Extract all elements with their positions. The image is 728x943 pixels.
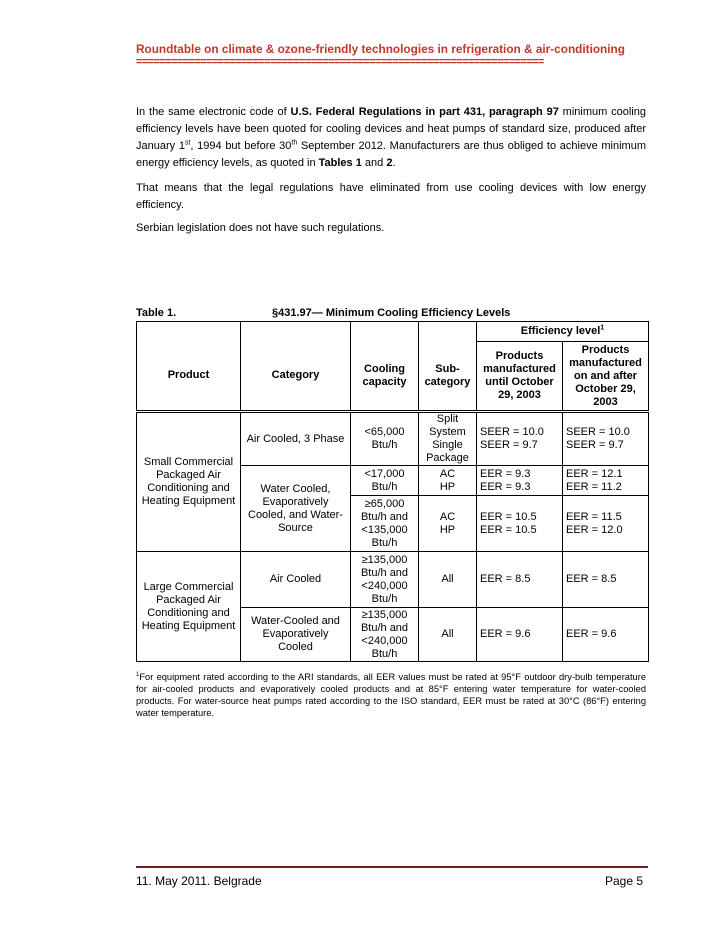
category-air-cooled: Air Cooled bbox=[241, 552, 351, 608]
product-large-commercial: Large Commercial Packaged Air Conditioning and Heating Equipment bbox=[137, 552, 241, 662]
subcategory-large-row1: All bbox=[419, 552, 477, 608]
until-small-row2: EER = 9.3 EER = 9.3 bbox=[477, 466, 563, 496]
after-large-row2: EER = 9.6 bbox=[563, 608, 649, 662]
until-small-row1: SEER = 10.0 SEER = 9.7 bbox=[477, 412, 563, 466]
footer-date: 11. May 2011. Belgrade bbox=[136, 874, 262, 888]
header-cooling-capacity: Cooling capacity bbox=[351, 342, 419, 412]
capacity-small-row2: <17,000 Btu/h bbox=[351, 466, 419, 496]
after-small-row3: EER = 11.5 EER = 12.0 bbox=[563, 496, 649, 552]
header-after: Products manufactured on and after October 29, 2003 bbox=[563, 342, 649, 412]
paragraph-serbian: Serbian legislation does not have such regulations. bbox=[136, 222, 385, 234]
paragraph-regulations: In the same electronic code of U.S. Federal Regulations in part 431, paragraph 97 minimum cooling efficiency levels have been quoted for cooling devices and heat pumps of standard size, produced after January 1st, 1994 but before 30th September 2012. Manufacturers are thus obliged to achieve minimum energy efficiency levels, as quoted in Tables 1 and 2. bbox=[136, 106, 647, 169]
footer-page-number: Page 5 bbox=[605, 874, 644, 888]
header-title: Roundtable on climate & ozone-friendly technologies in refrigeration & air-conditioning bbox=[136, 42, 625, 56]
paragraph-eliminated: That means that the legal regulations have eliminated from use cooling devices with low energy efficiency. bbox=[136, 182, 646, 211]
category-water-cooled: Water Cooled, Evaporatively Cooled, and Water-Source bbox=[241, 466, 351, 552]
efficiency-table bbox=[136, 321, 649, 662]
product-small-commercial: Small Commercial Packaged Air Conditioning and Heating Equipment bbox=[137, 412, 241, 552]
subcategory-small-row2: AC HP bbox=[419, 466, 477, 496]
header-until: Products manufactured until October 29, 2003 bbox=[477, 342, 563, 412]
subcategory-small-row1: Split System Single Package bbox=[419, 412, 477, 466]
after-small-row1: SEER = 10.0 SEER = 9.7 bbox=[563, 412, 649, 466]
until-small-row3: EER = 10.5 EER = 10.5 bbox=[477, 496, 563, 552]
capacity-small-row1: <65,000 Btu/h bbox=[351, 412, 419, 466]
header-category: Category bbox=[241, 342, 351, 412]
table-caption-number: Table 1. bbox=[136, 307, 177, 319]
capacity-large-row1: ≥135,000 Btu/h and <240,000 Btu/h bbox=[351, 552, 419, 608]
header-rule: ====================================================================== bbox=[136, 56, 544, 68]
table-footnote: $^1$For equipment rated according to the ARI standards, all EER values must be rated at 95°F outdoor dry-bulb temperature for air-cooled products and evaporatively cooled products and at 85°F entering water temperature for water-cooled products. For water-source heat pumps rated according to the ISO standard, EER must be rated at 30°C (86°F) entering water temperature. bbox=[136, 671, 646, 718]
after-large-row1: EER = 8.5 bbox=[563, 552, 649, 608]
subcategory-small-row3: AC HP bbox=[419, 496, 477, 552]
category-water-cooled-evaporatively: Water-Cooled and Evaporatively Cooled bbox=[241, 608, 351, 662]
category-air-cooled-3-phase: Air Cooled, 3 Phase bbox=[241, 412, 351, 466]
header-subcategory: Sub-category bbox=[419, 342, 477, 412]
after-small-row2: EER = 12.1 EER = 11.2 bbox=[563, 466, 649, 496]
footer-rule bbox=[136, 866, 648, 868]
until-large-row1: EER = 8.5 bbox=[477, 552, 563, 608]
table-caption-title: §431.97— Minimum Cooling Efficiency Levels bbox=[272, 307, 511, 319]
header-product: Product bbox=[137, 342, 241, 412]
until-large-row2: EER = 9.6 bbox=[477, 608, 563, 662]
capacity-large-row2: ≥135,000 Btu/h and <240,000 Btu/h bbox=[351, 608, 419, 662]
header-efficiency-level: Efficiency level$^1$ bbox=[477, 322, 649, 342]
subcategory-large-row2: All bbox=[419, 608, 477, 662]
capacity-small-row3: ≥65,000 Btu/h and <135,000 Btu/h bbox=[351, 496, 419, 552]
